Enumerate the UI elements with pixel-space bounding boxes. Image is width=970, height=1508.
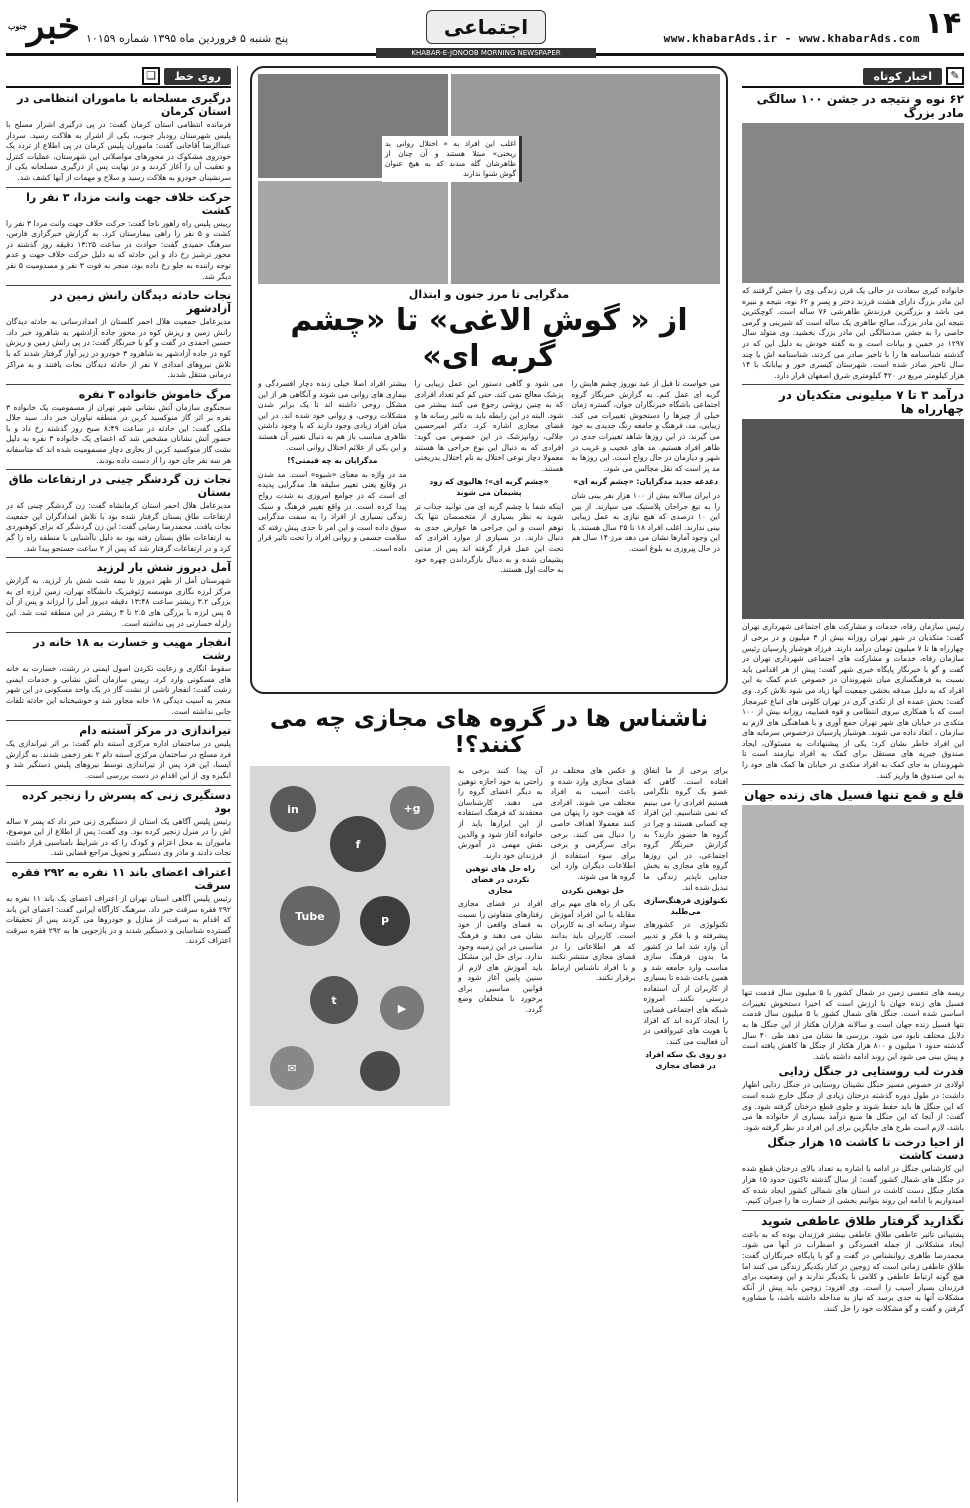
feature-kicker: مدگرایی تا مرز جنون و ابتذال bbox=[408, 288, 570, 301]
left-headline: آمل دیروز شش بار لرزید bbox=[96, 561, 231, 575]
article-body: خانواده کیری سعادت در حالی یک قرن زندگی وی را جشن گرفتند که این مادر بزرگ دارای هشت فرزند دختر و پسر و ۶۲ نوه، نتیجه و نبیره می باشد و بزرگترین فرزندش طاهرشی ۷۶ ساله است. کوچکترین نتیجه این مادر بزرگ، صالح طاهری یک ساله است که شیرینی و گرمی خاصی را به جشن صدسالگی این مادر بزرگ بخشید. وی متولد سال ۱۲۹۷ در خمین و بیانات است و به گفته خودش به دلیل این که در گذشته شناسنامه ها را با تاخیر صادر می کردند، شناسنامه اش با چند سال تاخیر صادر شده است. شهرستان کیسری خور و بیابانک با ۱۴ هزار کیلومتر مربع در ۴۲۰ کیلومتری شرق اصفهان قرار دارد. bbox=[742, 286, 964, 380]
section-label: روی خط bbox=[164, 68, 231, 85]
left-article-body: مدیرعامل هلال احمر استان کرمانشاه گفت: زن گردشگر چینی که در ارتفاعات طاق بستان گرفتار شده بود با تلاش امدادگران این جمعیت نجات یافت. محمدرضا رضایی گفت: این زن گردشگر که برای کوهنوردی به ارتفاعات طاق بستان رفته بود به دلیل ناآشنایی با منطقه راه را گم کرد و در ارتفاعات گرفتار شد که پس از ۲ ساعت جستجو پیدا شد. bbox=[6, 501, 231, 553]
article-body: آن پیدا کنند برخی به راحتی به خود اجازه توهین به دیگر اعضای گروه را می دهند. کارشناسان معتقدند که فرهنگ استفاده از این ابزارها باید از خانواده آغاز شود و والدین نقش مهمی در آموزش فرزندان خود دارند. bbox=[457, 766, 543, 860]
left-article-body: مدیرعامل جمعیت هلال احمر گلستان از امدادرسانی به حادثه دیدگان رانش زمین و ریزش کوه در محور جاده آزادشهر به شاهرود خبر داد. حسین احمدی در گفت و گو با خبرنگار گفت: در پی رانش زمین و ریزش کوه در جاده آزادشهر به شاهرود ۳ خودرو در زیر آوار گرفتار شدند که با تلاش نیروهای امدادی ۷ نفر از حادثه دیدگان نجات یافتند و به مراکز درمانی منتقل شدند. bbox=[6, 317, 231, 380]
mail-icon: ✉ bbox=[270, 1046, 314, 1090]
photo-eye-2 bbox=[258, 181, 448, 285]
article-body: رئیس سازمان رفاه، خدمات و مشارکت های اجتماعی شهرداری تهران گفت: متکدیان در شهر تهران روزانه بیش از ۳ میلیون و در برخی از چهارراه ها تا ۷ میلیون تومان درآمد دارند. فرزاد هوشیار پارسیان رئیس سازمان رفاه، خدمات و مشارکت های اجتماعی شهرداری تهران در گفت و گو با خبرنگار پایگاه خبری شهر گفت: پیش از هر اقدامی باید نسبت به فرهنگسازی میان شهروندان در خصوص عدم کمک به این افراد که به دلیل صدقه بخشی جمعیت آنها زیاد می شود تلاش کرد. وی گفت: بخش عمده ای از تکدی گری در تهران کلونی های اتباع غیرمجاز است که با همکاری نیروی انتظامی و قوه قضاییه، روزانه بیش از ۱۰۰ متکدی در خیابان های شهر تهران جمع آوری و با هماهنگی های لازم به سازمان ، اتفاد داده می شوند. هوشیار پارسیان درخصوص سرمایه های این افراد خاطر نشان کرد: یکی از پیشنهادات به مسئولان، ایجاد صندوق خیریه های مستقل برای کمک به افراد نیازمند است تا شهروندان به جای کمک به افراد متکدی در خیابان ها کمک های خود را به این صندوق ها واریز کنند. bbox=[742, 622, 964, 780]
divider bbox=[6, 557, 231, 558]
divider bbox=[6, 862, 231, 863]
subheading: مدگرایان به چه قیمتی؟! bbox=[287, 456, 378, 466]
article-body: پشتیبانی تاثیر عاطفی طلاق عاطفی بیشتر فرزندان بوده که به باعث ایجاد مشکلاتی از جمله افسردگی و اضطراب در آنها می شود. محمدرضا طاهری روانشناس در گفت و گو با پایگاه خبرنگاران گفت: طلاق عاطفی زمانی است که زوجین در کنار یکدیگر زندگی می کنند اما هیچ گونه ارتباط عاطفی و کلامی با یکدیگر ندارند و این وضعیت برای فرزندان بسیار آسیب زا است. وی افزود: زوجین باید پیش از آنکه مشکلات آنها به حدی برسد که نیاز به مداخله داشته باشد، با مشاوره گرفتن و گفت و گو مشکلات خود را حل کنند. bbox=[742, 1229, 964, 1313]
left-column bbox=[6, 66, 238, 1502]
left-headline: اعتراف اعضای باند ۱۱ نفره به ۲۹۲ فقره سرقت bbox=[11, 865, 231, 892]
photo-birthday bbox=[742, 123, 964, 283]
article-body: یکی از راه های مهم برای مقابله با این افراد آموزش سواد رسانه ای به کاربران است. کاربران باید بدانند که هر اطلاعاتی را در فضای مجازی منتشر نکنند و با افراد ناشناس ارتباط برقرار نکنند. bbox=[550, 899, 636, 983]
article-body: می خواست تا قبل از عید نوروز چشم هایش را گربه ای عمل کنم. به گزارش خبرنگار گروه اجتماعی باشگاه خبرنگاران جوان، گستره زمان خیلی از چیزها را دستخوش تغییرات می کند. زیبایی، مد، فرهنگ و جامعه رنگ جدیدی به خود می گیرند. در این روزها شاهد تغییرات جدی در ظاهر افراد هستیم. مد های عجیب و غریب در شهر و دیارمان در حال رواج است. این روزها به مد پز است که نقل مجالس می شود. bbox=[571, 379, 720, 473]
divider bbox=[6, 285, 231, 286]
left-article-body: شهرستان آمل از ظهر دیروز تا نیمه شب شش بار لرزید. به گزارش مرکز لرزه نگاری موسسه ژئوفیزیک دانشگاه تهران، زمین لرزه ای به بزرگی ۳.۲ ریشتر ساعت ۱۳:۴۸ دقیقه دیروز آمل را لرزاند و پس از آن ۵ پس لرزه با بزرگی های ۲.۵ تا ۳ ریشتر در این منطقه ثبت شد. این زلزله خسارتی در پی نداشته است. bbox=[6, 576, 231, 628]
photo-caption: اغلب این افراد به « اختلال روانی بد ریختی» مبتلا هستند و آن چنان از ظاهرشان گله مندند که به هیچ عنوان گوش شنوا ندارند bbox=[382, 136, 522, 182]
divider bbox=[6, 720, 231, 721]
left-article-body: سخنگوی سازمان آتش نشانی شهر تهران از مسمومیت یک خانواده ۳ نفره بر اثر گاز منوکسید کربن در منطقه نیاوران خبر داد. سید جلال ملکی گفت: این حادثه در ساعت ۸:۴۹ صبح روز گذشته رخ داد و با حضور آتش نشانان مشخص شد که اعضای یک خانواده ۳ نفره به دلیل نشت گاز منوکسید کربن از بخاری دچار مسمومیت شده اند که متاسفانه هر سه نفر جان خود را از دست داده بودند. bbox=[6, 402, 231, 465]
subheading: دو روی یک سکه افراد در فضای مجازی bbox=[645, 1050, 727, 1071]
article-body: می شود و گاهی دستور این عمل زیبایی را پزشک معالج نمی کند. حتی کم کم تعداد افرادی که به چنین روشی رجوع می کنند بیشتر می شود. البته در این رابطه باید به تاثیر رسانه ها و فضای مجازی اشاره کرد. دکتر امیرحسین جلالی، روانپزشک در این خصوص می گوید: افرادی که به دنبال این نوع جراحی ها هستند معمولا دچار نوعی اختلال به نام اختلال بدریختی هستند. bbox=[414, 379, 564, 473]
headline: درآمد ۳ تا ۷ میلیونی متکدیان در چهارراه ها bbox=[778, 388, 964, 417]
section-label: اخبار کوتاه bbox=[863, 68, 942, 85]
divider bbox=[6, 187, 231, 188]
divider bbox=[6, 469, 231, 470]
left-headline: تیراندازی در مرکز آستنه دام bbox=[79, 724, 231, 738]
article-body: برای برخی از ما اتفاق افتاده است. گاهی که عضو یک گروه تلگرامی هستیم افرادی را می بینیم که نمی شناسیم. این افراد چه کسانی هستند و چرا در گروه ها حضور دارند؟ به گزارش خبرنگار گروه اجتماعی، در این روزها گروه های مجازی به بخش جدایی ناپذیر زندگی ما تبدیل شده اند. bbox=[643, 766, 728, 892]
left-headline: حرکت خلاف جهت وانت مزدا، ۳ نفر را کشت bbox=[26, 190, 231, 217]
facebook-icon: f bbox=[330, 816, 386, 872]
subheading: حل توهین نکردن bbox=[561, 885, 625, 895]
subheading: تکنولوژی فرهنگ‌سازی می‌طلبد bbox=[643, 896, 728, 916]
document-icon: ❏ bbox=[142, 67, 160, 85]
pen-icon: ✎ bbox=[946, 67, 964, 85]
article-body: افراد در فضای مجازی رفتارهای متفاوتی را نسبت به فضای واقعی از خود نشان می دهند و فرهنگ مناسبی در این زمینه وجود ندارد. برای حل این مشکل باید آموزش های لازم از سنین پایین آغاز شود و قوانین مناسبی برای برخورد با متخلفان وضع گردد. bbox=[457, 899, 543, 1015]
bubble-icon bbox=[360, 1051, 400, 1091]
youtube-icon: Tube bbox=[280, 886, 340, 946]
article-body: اولادی در خصوص مسیر جنگل نشینان روستایی در جنگل زدایی اظهار داشت: در طول دوره گذشته درختان زیادی از جنگل خارج شده است که این جنگل ها باید حفظ شوند و جلوی قطع درختان گرفته شود. وی گفت: از آنجا که این جنگل ها منبع درآمد بسیاری از خانواده ها می باشد، لازم است طرح های جایگزین برای این افراد در نظر گرفته شود. bbox=[742, 1080, 964, 1132]
left-article-body: پلیس در ساختمان اداره مرکزی آستنه دام گفت: بر اثر تیراندازی یک فرد مسلح در ساختمان مرکزی آستنه دام ۲ نفر زخمی شدند. به گزارش ایسنا، این فرد پس از تیراندازی توسط نیروهای پلیس دستگیر شد و انگیزه وی از این اقدام در دست بررسی است. bbox=[6, 739, 231, 780]
article-body: اینکه شما با چشم گربه ای می توانید جذاب تر شوید به نظر بسیاری از متخصصان تنها یک توهم است و این جراحی ها عوارض جدی به دنبال دارند. در بسیاری از موارد افرادی که تحت این عمل قرار گرفته اند پس از مدتی پشیمان شده و به دنبال بازگرداندن چهره خود به حالت اول هستند. bbox=[414, 501, 564, 575]
subheading: از احیا درخت تا کاشت ۱۵ هزار جنگل دست کاشت bbox=[767, 1136, 964, 1163]
middle-column bbox=[250, 66, 728, 1502]
article-body: ریسه های تنفسی زمین در شمال کشور با ۵ میلیون سال قدمت تنها فسیل های زنده جهان با ارزش است که اخیرا دستخوش تغییرات اساسی شده است. جنگل های شمال کشور با ۵ میلیون سال قدمت تنها فسیل زنده جهان است و سالانه هزاران هکتار از این جنگل ها به دلایل مختلف نابود می شود. بررسی ها نشان می دهد طی ۴۰ سال گذشته حدود ۱ میلیون و ۸۰۰ هزار هکتار از جنگل ها کاهش یافته است و پیش بینی می شود این روند ادامه داشته باشد. bbox=[742, 988, 964, 1061]
feature-headline: از « گوش الاغی» تا «چشم گربه ای» bbox=[290, 303, 688, 374]
divider bbox=[6, 785, 231, 786]
googleplus-icon: g+ bbox=[390, 786, 434, 830]
left-article-body: رییس پلیس راه راهور ناجا گفت: حرکت خلاف جهت وانت مزدا ۳ نفر را کشت و ۵ نفر را راهی بیمارستان کرد. به گزارش خبرگزاری فارس، سرهنگ حمیدی گفت: حوادث در ساعت ۱۳:۲۵ دقیقه روز گذشته در محور ترشیز رخ داد و این حادثه که به دلیل حرکت خلاف جهت و عدم توجه راننده به جلو رخ داده بود، منجر به فوت ۳ نفر و مصدومیت ۵ نفر دیگر شد. bbox=[6, 218, 232, 281]
divider bbox=[6, 632, 231, 633]
newspaper-logo: خبر$^{جنوب}$ bbox=[7, 5, 80, 47]
page-number: ۱۴ bbox=[924, 6, 962, 41]
photo-beggar bbox=[742, 419, 964, 619]
left-headline: نجات زن گردشگر چینی در ارتفاعات طاق بستان bbox=[8, 473, 231, 500]
left-article-body: سقوط انگاری و رعایت نکردن اصول ایمنی در رشت، خسارت به خانه های مسکونی وارد کرد. رییس سازمان آتش نشانی و خدمات ایمنی رشت گفت: انفجار ناشی از نشت گاز در یک واحد مسکونی در این شهر منجر به آسیب دیدگی ۱۸ خانه مجاور شد و خوشبختانه این حادثه تلفات جانی نداشته است. bbox=[6, 664, 232, 716]
right-column bbox=[742, 66, 964, 1502]
left-headline: انفجار مهیب و خسارت به ۱۸ خانه در رشت bbox=[33, 636, 231, 663]
left-article-body: فرمانده انتظامی استان کرمان گفت: در پی درگیری اشرار مسلح با پلیس شهرستان رودبار جنوب، یکی از اشرار به هلاکت رسید. سردار عبدالرضا آقاخانی گفت: ماموران پلیس کرمان در پی اطلاع از تردد یک خودروی مشکوک در محورهای مواصلاتی این شهرستان، عملیات کنترل و تعقیب آن را آغاز کردند و در نهایت پس از درگیری مسلحانه یکی از سرنشینان خودرو به هلاکت رسید و سلاح و مهمات از آنها کشف شد. bbox=[6, 120, 231, 182]
social-headline: ناشناس ها در گروه های مجازی چه می کنند؟! bbox=[269, 706, 709, 758]
site-url[interactable]: www.khabarAds.ir - www.khabarAds.com bbox=[663, 32, 920, 45]
article-body: تکنولوژی در کشورهای پیشرفته و با فکر و تدبیر آن وارد شد اما در کشور ما بدون فرهنگ سازی مناسب وارد جامعه شد و همین باعث شده تا بسیاری از کاربران از آن استفاده درستی نکنند. امروزه شبکه های اجتماعی فضایی را ایجاد کرده اند که افراد با هویت های غیرواقعی در آن فعالیت می کنند. bbox=[643, 920, 728, 1046]
subheading: راه حل های توهین نکردن در فضای مجازی bbox=[465, 864, 536, 895]
feature-article bbox=[250, 66, 728, 694]
masthead-banner: KHABAR-E-JONOOB MORNING NEWSPAPER bbox=[376, 48, 596, 58]
headline: نگذارید گرفتار طلاق عاطفی شوید bbox=[761, 1213, 964, 1228]
article-body: بیشتر افراد اصلا خیلی زنده دچار افسردگی و بیماری های روانی می شوند و آنگاهی هر از این مشکل روحی داشته اند تا یک برابر شدن مشکلات روحی، و روانی خود شده اند. در این میان افراد زیادی وجود دارند که با وجود داشتن ظاهری مناسب باز هم به دنبال تغییر آن هستند و این یکی از علائم اختلال روانی است. bbox=[257, 379, 407, 452]
left-article-body: رئیس پلیس آگاهی یک استان از دستگیری زنی خبر داد که پسر ۷ ساله اش را در منزل زنجیر کرده بود. وی گفت: پس از اطلاع از این موضوع، ماموران به محل اعزام و کودک را که در شرایط نامناسبی قرار داشت نجات دادند و مادر وی دستگیر و تحویل مراجع قضایی شد. bbox=[6, 816, 231, 858]
social-media-illustration bbox=[250, 766, 450, 1106]
article-body: در ایران سالانه بیش از ۱۰۰ هزار نفر بینی شان را به تیغ جراحان پلاستیک می سپارند. از بین این ۱۰ درصدی که هیچ نیازی به عمل زیبایی بینی ندارند. اغلب افراد ۱۸ تا ۲۵ سال هستند. یا این وجود آمارها نشان می دهد مرز ۱۴ سال هم در حال پیروزی به بلوغ است. bbox=[571, 490, 720, 553]
article-body: مد در واژه به معنای «شیوه» است. مد شدن در وقایع یعنی تغییر سلیقه ها. مدگرایی پدیده ای است که در جوامع امروزی به شدت رواج پیدا کرده است. در واقع تغییر فرهنگ و سبک زندگی بسیاری از افراد را به سمت مدگرایی سوق داده است و این امر تا حدی پیش رفته که سلامت جسمی و روانی افراد را تحت تاثیر قرار داده است. bbox=[257, 469, 407, 553]
headline: ۶۲ نوه و نتیجه در جشن ۱۰۰ سالگی مادر بزرگ bbox=[756, 92, 964, 120]
left-headline: نجات حادثه دیدگان رانش زمین در آزادشهر bbox=[50, 289, 231, 316]
masthead bbox=[6, 4, 964, 56]
left-article-body: رئیس پلیس آگاهی استان تهران از اعتراف اعضای یک باند ۱۱ نفره به ۲۹۲ فقره سرقت خبر داد. سرهنگ کارآگاه ایرانی گفت: اعضای این باند که اقدام به سرقت از منازل و خودروها می کردند پس از تحقیقات گسترده شناسایی و دستگیر شدند و در بازجویی ها به ۲۹۲ فقره سرقت اعتراف کردند. bbox=[6, 893, 232, 946]
newspaper-page bbox=[6, 4, 964, 1504]
linkedin-icon: in bbox=[270, 786, 316, 832]
subheading: دغدغه جدید مدگرایان: «چشم گربه ای» bbox=[573, 477, 719, 487]
divider bbox=[6, 384, 231, 385]
section-header bbox=[6, 66, 231, 88]
article-body: و عکس های مختلف در فضای مجازی وارد شده و باعث آسیب به افراد مختلف می شوند. افرادی که هویت خود را پنهان می کنند معمولا اهداف خاصی را دنبال می کنند. برخی برای سرگرمی و برخی برای سوء استفاده از اطلاعات دیگران وارد این گروه ها می شوند. bbox=[550, 766, 636, 881]
subheading: «چشم گربه ای»؛ هالیوی که زود پشیمان می شوند bbox=[429, 477, 549, 497]
subheading: قدرت لب روستایی در جنگل زدایی bbox=[778, 1065, 964, 1079]
left-headline: مرگ خاموش خانواده ۳ نفره bbox=[78, 387, 231, 401]
section-title: اجتماعی bbox=[426, 10, 546, 44]
photo-forest bbox=[742, 805, 964, 985]
twitter-icon: t bbox=[310, 976, 358, 1024]
left-headline: درگیری مسلحانه با ماموران انتظامی در استان کرمان bbox=[17, 92, 231, 118]
left-headline: دستگیری زنی که پسرش را زنجیر کرده بود bbox=[22, 788, 231, 815]
issue-info: پنج شنبه ۵ فروردین ماه ۱۳۹۵ شماره ۱۰۱۵۹ bbox=[86, 32, 289, 45]
play-icon: ▶ bbox=[380, 986, 424, 1030]
pinterest-icon: P bbox=[360, 896, 410, 946]
article-body: این کارشناس جنگل در ادامه با اشاره به تعداد بالای درختان قطع شده در جنگل های شمال کشور گفت: از سال گذشته تاکنون حدود ۱۵ هزار هکتار جنگل دست کاشت در استان های شمالی کشور ایجاد شده که امیدواریم با ادامه این روند بتوانیم بخشی از خسارت ها را جبران کنیم. bbox=[742, 1164, 964, 1206]
headline: قلع و قمع تنها فسیل های زنده جهان bbox=[744, 788, 964, 803]
section-header bbox=[742, 66, 964, 88]
